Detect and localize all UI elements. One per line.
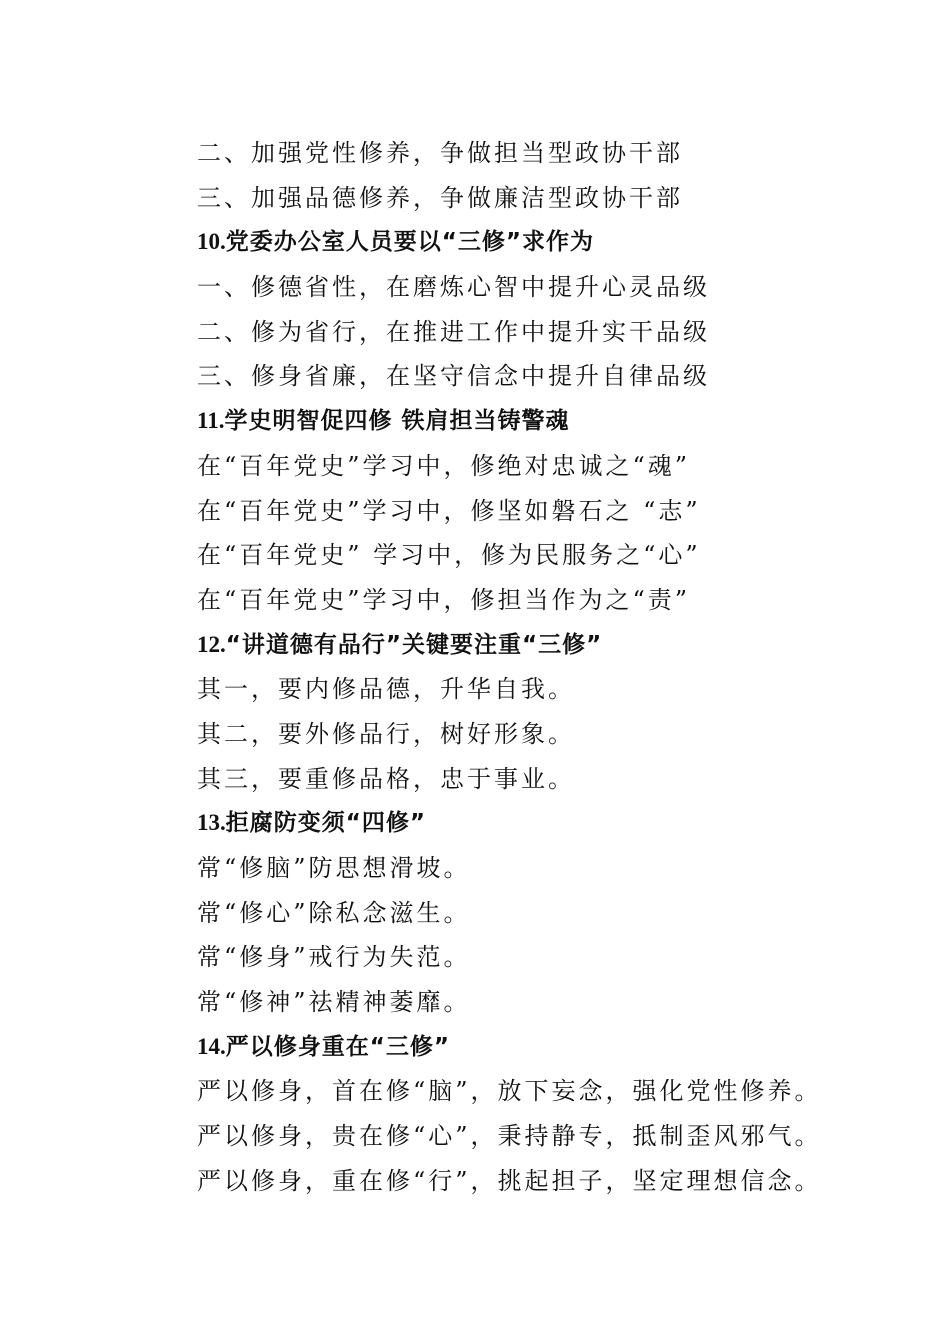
list-item: 严以修身，贵在修“心”，秉持静专，抵制歪风邪气。 <box>197 1122 822 1151</box>
list-item: 严以修身，首在修“脑”，放下妄念，强化党性修养。 <box>197 1077 822 1106</box>
section-number: 10. <box>197 229 226 255</box>
document-body <box>197 131 822 1204</box>
section-title: “讲道德有品行”关键要注重“三修” <box>225 631 603 658</box>
list-item: 其一，要内修品德，升华自我。 <box>197 675 575 704</box>
section-number: 13. <box>197 810 226 836</box>
section-number: 14. <box>197 1033 226 1059</box>
list-item: 二、修为省行，在推进工作中提升实干品级 <box>197 317 710 346</box>
list-item: 一、修德省性，在磨炼心智中提升心灵品级 <box>197 273 710 302</box>
list-item: 常“修身”戒行为失范。 <box>197 943 471 972</box>
section-heading <box>197 623 817 668</box>
list-item: 在“百年党史”学习中，修担当作为之“责” <box>197 585 691 614</box>
section-title: 严以修身重在“三修” <box>225 1033 450 1060</box>
list-item: 其二，要外修品行，树好形象。 <box>197 719 575 748</box>
section-heading <box>197 399 817 444</box>
list-item: 常“修脑”防思想滑坡。 <box>197 854 471 882</box>
list-item: 其三，要重修品格，忠于事业。 <box>197 764 575 793</box>
list-item: 在“百年党史” 学习中，修为民服务之“心” <box>197 541 701 570</box>
list-item: 三、加强品德修养，争做廉洁型政协干部 <box>197 183 683 212</box>
section-heading <box>197 220 817 265</box>
list-item: 常“修神”祛精神萎靡。 <box>197 988 471 1017</box>
section-number: 11. <box>197 408 225 434</box>
section-title: 党委办公室人员要以“三修”求作为 <box>225 229 594 256</box>
section-title: 拒腐防变须“四修” <box>225 810 426 837</box>
section-number: 12. <box>197 631 226 657</box>
section-heading <box>197 801 817 846</box>
section-title: 学史明智促四修 铁肩担当铸警魂 <box>224 408 570 435</box>
list-item: 在“百年党史”学习中，修坚如磐石之 “志” <box>197 496 701 525</box>
list-item: 在“百年党史”学习中，修绝对忠诚之“魂” <box>197 451 691 480</box>
section-heading <box>197 1025 817 1070</box>
list-item: 严以修身，重在修“行”，挑起担子，坚定理想信念。 <box>197 1166 822 1195</box>
list-item: 二、加强党性修养，争做担当型政协干部 <box>197 139 683 167</box>
list-item: 三、修身省廉，在坚守信念中提升自律品级 <box>197 362 710 391</box>
list-item: 常“修心”除私念滋生。 <box>197 898 471 927</box>
